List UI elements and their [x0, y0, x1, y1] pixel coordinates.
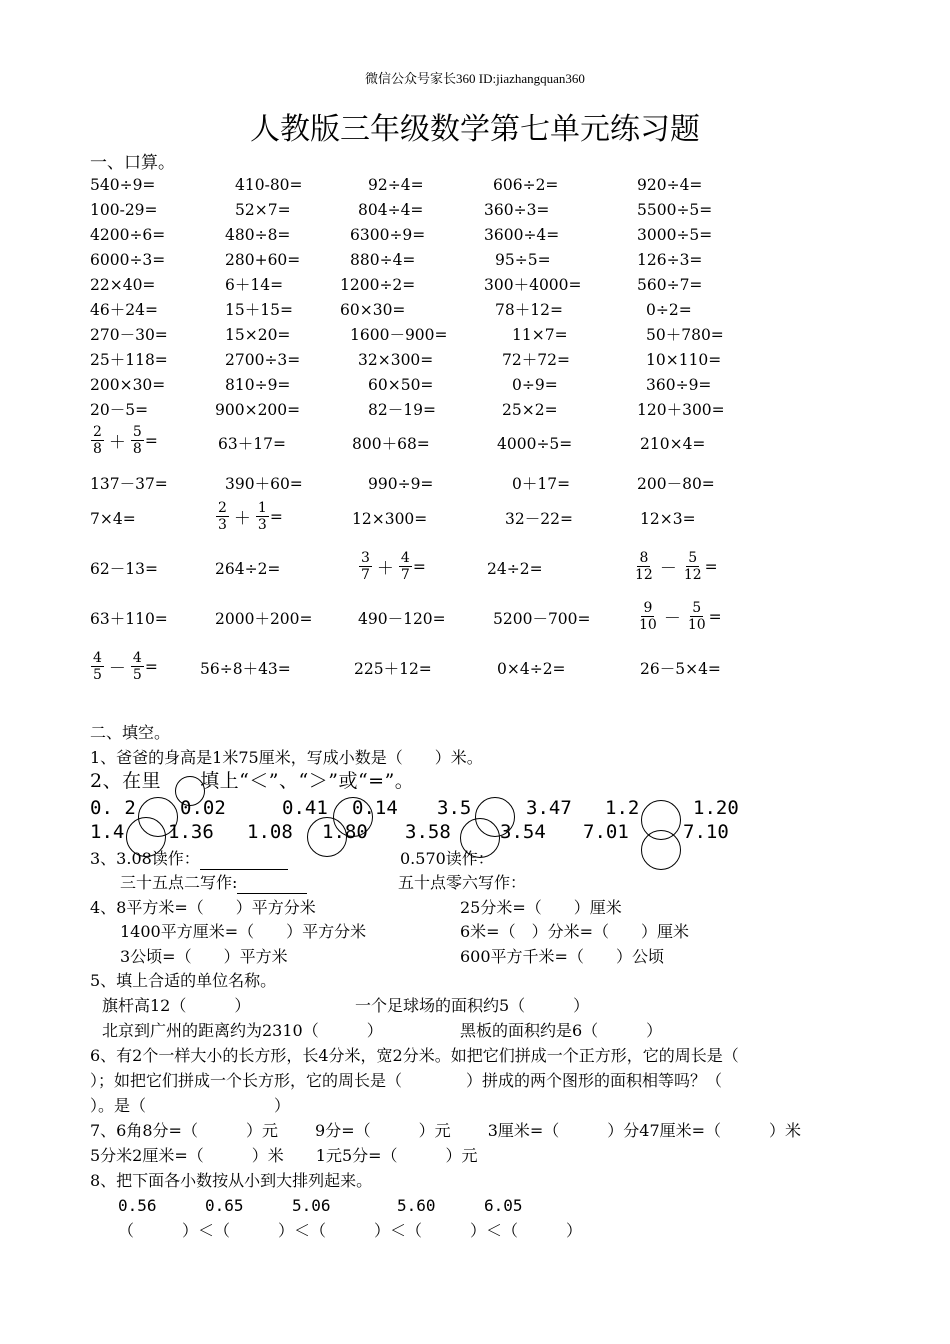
math-item: 60×50=	[368, 376, 434, 394]
fraction-expression	[215, 500, 283, 533]
operator: －	[659, 559, 677, 579]
equals-sign: =	[412, 557, 426, 576]
math-item: 6300÷9=	[350, 226, 426, 244]
numerator: 2	[93, 424, 102, 440]
math-item: 990÷9=	[368, 475, 434, 493]
math-item: 880÷4=	[350, 251, 416, 269]
question-3-a	[90, 848, 288, 870]
math-item: 25＋118=	[90, 351, 168, 369]
question-2-heading: 2、在里 填上“＜”、“＞”或“=”。	[90, 770, 415, 792]
math-item: 1600－900=	[350, 326, 448, 344]
math-item: 50＋780=	[646, 326, 724, 344]
sort-value: 5.06	[292, 1196, 331, 1215]
denominator: 5	[132, 667, 142, 683]
math-item: 95÷5=	[495, 251, 551, 269]
math-item: 270－30=	[90, 326, 168, 344]
math-item: 200×30=	[90, 376, 166, 394]
math-item: 20－5=	[90, 401, 149, 419]
math-item: 32－22=	[505, 510, 573, 528]
question-5-d: 黑板的面积约是6（ ）	[460, 1021, 663, 1040]
operator: ＋	[376, 559, 394, 579]
denominator: 12	[683, 567, 702, 583]
compare-value: 1.80	[322, 821, 368, 843]
math-item: 3600÷4=	[484, 226, 560, 244]
math-item: 6＋14=	[225, 276, 284, 294]
question-5: 5、填上合适的单位名称。	[90, 971, 277, 990]
math-item: 360÷9=	[646, 376, 712, 394]
section1-heading: 一、口算。	[90, 153, 175, 173]
math-item: 0×4÷2=	[497, 660, 566, 678]
math-item: 0÷2=	[646, 301, 692, 319]
answer-blank[interactable]	[200, 851, 288, 870]
question-7-line-2: 5分米2厘米=（ ）米 1元5分=（ ）元	[90, 1146, 478, 1165]
math-item: 100-29=	[90, 201, 158, 219]
math-item: 78＋12=	[495, 301, 563, 319]
math-item: 92÷4=	[368, 176, 424, 194]
math-item: 22×40=	[90, 276, 156, 294]
equals-sign: =	[144, 657, 158, 676]
denominator: 3	[257, 517, 267, 533]
compare-value: 7.10	[683, 821, 729, 843]
sort-value: 6.05	[484, 1196, 523, 1215]
math-row-frac-5	[0, 650, 950, 683]
question-3-a-text: 3、3.08读作：	[90, 849, 200, 868]
math-row	[0, 373, 950, 397]
math-item: 7×4=	[90, 510, 136, 528]
math-row	[0, 398, 950, 422]
math-item: 1200÷2=	[340, 276, 416, 294]
math-item: 2000＋200=	[215, 610, 313, 628]
math-row	[0, 198, 950, 222]
numerator: 5	[132, 424, 142, 440]
math-item: 82－19=	[368, 401, 436, 419]
math-item: 540÷9=	[90, 176, 156, 194]
compare-circle[interactable]	[641, 830, 681, 870]
math-item: 120＋300=	[637, 401, 725, 419]
question-3-c-text: 三十五点二写作:	[120, 873, 238, 892]
question-4-a: 4、8平方米=（ ）平方分米	[90, 898, 316, 917]
question-3-b: 0.570读作：	[400, 849, 494, 868]
math-item: 900×200=	[215, 401, 301, 419]
question-5-b: 一个足球场的面积约5（ ）	[355, 996, 590, 1015]
denominator: 10	[687, 617, 706, 633]
math-row-12	[0, 472, 950, 496]
denominator: 3	[218, 517, 227, 533]
math-item: 15×20=	[225, 326, 291, 344]
question-4-d: 6米=（ ）分米=（ ）厘米	[460, 922, 689, 941]
compare-value: 1.08	[247, 821, 293, 843]
math-item: 280+60=	[225, 251, 301, 269]
compare-circle[interactable]	[307, 817, 347, 857]
compare-value: 0. 2	[90, 797, 136, 819]
math-item: 24÷2=	[487, 560, 543, 578]
math-item: 225＋12=	[354, 660, 432, 678]
denominator: 5	[93, 667, 102, 683]
operator: ＋	[108, 433, 126, 453]
math-item: 11×7=	[512, 326, 568, 344]
question-1: 1、爸爸的身高是1米75厘米，写成小数是（ ）米。	[90, 748, 483, 767]
compare-value: 0.14	[352, 797, 398, 819]
question-3-d: 五十点零六写作：	[398, 873, 527, 892]
denominator: 7	[361, 567, 370, 583]
section2-heading: 二、填空。	[90, 723, 171, 742]
math-item: 0＋17=	[512, 475, 571, 493]
math-item: 360÷3=	[484, 201, 550, 219]
math-item: 126÷3=	[637, 251, 703, 269]
math-item: 480÷8=	[225, 226, 291, 244]
denominator: 8	[93, 441, 102, 457]
equals-sign: =	[144, 431, 158, 450]
math-item: 26－5×4=	[640, 660, 721, 678]
math-item: 410-80=	[235, 176, 303, 194]
question-4-b: 25分米=（ ）厘米	[460, 898, 622, 917]
math-item: 10×110=	[646, 351, 722, 369]
page-header: 微信公众号家长360 ID:jiazhangquan360	[365, 71, 585, 86]
compare-value: 0.02	[180, 797, 226, 819]
question-5-c: 北京到广州的距离约为2310（ ）	[102, 1021, 383, 1040]
math-item: 12×300=	[352, 510, 428, 528]
math-item: 4200÷6=	[90, 226, 166, 244]
numerator: 1	[257, 500, 267, 516]
math-item: 60×30=	[340, 301, 406, 319]
sort-value: 5.60	[397, 1196, 436, 1215]
question-6-line-3: ）。是（ ）	[90, 1096, 291, 1115]
math-item: 46＋24=	[90, 301, 158, 319]
question-4-f: 600平方千米=（ ）公顷	[460, 947, 664, 966]
numerator: 4	[132, 650, 142, 666]
math-row-frac-2	[0, 500, 950, 533]
equals-sign: =	[269, 507, 283, 526]
math-item: 920÷4=	[637, 176, 703, 194]
math-item: 300＋4000=	[484, 276, 582, 294]
math-row-frac-3	[0, 550, 950, 583]
fraction-expression	[358, 550, 426, 583]
math-row	[0, 348, 950, 372]
fraction-expression	[636, 600, 722, 633]
math-row	[0, 323, 950, 347]
page-title: 人教版三年级数学第七单元练习题	[250, 112, 700, 147]
math-row-frac-4	[0, 600, 950, 633]
fraction-expression	[90, 650, 158, 683]
compare-value: 1.20	[693, 797, 739, 819]
compare-value: 3.5	[437, 797, 472, 819]
math-row	[0, 223, 950, 247]
math-item: 72＋72=	[502, 351, 570, 369]
denominator: 7	[400, 567, 410, 583]
numerator: 4	[93, 650, 102, 666]
math-item: 210×4=	[640, 435, 706, 453]
question-6-line-2: ）；如把它们拼成一个长方形，它的周长是（ ）拼成的两个图形的面积相等吗？（	[90, 1071, 723, 1090]
answer-blank[interactable]	[237, 875, 307, 894]
question-7-line-1: 7、6角8分=（ ）元 9分=（ ）元 3厘米=（ ）分47厘米=（ ）米	[90, 1121, 802, 1140]
compare-value: 1.2	[605, 797, 640, 819]
math-item: 5200－700=	[493, 610, 591, 628]
compare-value: 3.58	[405, 821, 451, 843]
math-row	[0, 273, 950, 297]
math-row	[0, 248, 950, 272]
math-item: 804÷4=	[358, 201, 424, 219]
math-item: 264÷2=	[215, 560, 281, 578]
equals-sign: =	[708, 607, 722, 626]
compare-value: 3.47	[526, 797, 572, 819]
math-item: 490－120=	[358, 610, 446, 628]
denominator: 10	[639, 617, 657, 633]
compare-value: 1.4	[90, 821, 125, 843]
compare-value: 0.41	[282, 797, 328, 819]
fraction-expression	[632, 550, 718, 583]
math-item: 5500÷5=	[637, 201, 713, 219]
math-item: 32×300=	[358, 351, 434, 369]
math-item: 3000÷5=	[637, 226, 713, 244]
operator: ＋	[233, 509, 251, 529]
math-item: 62－13=	[90, 560, 158, 578]
numerator: 9	[643, 600, 653, 616]
math-item: 200－80=	[637, 475, 715, 493]
math-item: 390＋60=	[225, 475, 303, 493]
math-item: 56÷8＋43=	[200, 660, 291, 678]
sort-value: 0.56	[118, 1196, 157, 1215]
operator: －	[108, 659, 126, 679]
question-8: 8、把下面各小数按从小到大排列起来。	[90, 1171, 373, 1190]
numerator: 2	[218, 500, 227, 516]
math-item: 606÷2=	[493, 176, 559, 194]
math-item: 12×3=	[640, 510, 696, 528]
operator: －	[663, 609, 681, 629]
math-row	[0, 298, 950, 322]
numerator: 8	[639, 550, 649, 566]
fraction-expression	[90, 424, 158, 457]
math-item: 63＋17=	[218, 435, 286, 453]
denominator: 8	[132, 441, 142, 457]
math-item: 2700÷3=	[225, 351, 301, 369]
compare-value: 1.36	[168, 821, 214, 843]
question-6-line-1: 6、有2个一样大小的长方形，长4分米，宽2分米。如把它们拼成一个正方形，它的周长是（	[90, 1046, 739, 1065]
math-item: 6000÷3=	[90, 251, 166, 269]
question-3-c	[120, 872, 307, 894]
numerator: 5	[688, 550, 698, 566]
sort-order-blanks[interactable]: （ ）＜（ ）＜（ ）＜（ ）＜（ ）	[118, 1221, 583, 1240]
math-item: 4000÷5=	[497, 435, 573, 453]
compare-value: 7.01	[583, 821, 629, 843]
numerator: 4	[400, 550, 410, 566]
numerator: 3	[361, 550, 370, 566]
question-4-e: 3公顷=（ ）平方米	[120, 947, 288, 966]
math-item: 810÷9=	[225, 376, 291, 394]
question-4-c: 1400平方厘米=（ ）平方分米	[120, 922, 367, 941]
math-item: 137－37=	[90, 475, 168, 493]
sort-value: 0.65	[205, 1196, 244, 1215]
denominator: 12	[635, 567, 653, 583]
math-item: 560÷7=	[637, 276, 703, 294]
math-item: 63＋110=	[90, 610, 168, 628]
question-5-a: 旗杆高12（ ）	[102, 996, 251, 1015]
math-item: 25×2=	[502, 401, 558, 419]
math-item: 15＋15=	[225, 301, 293, 319]
numerator: 5	[692, 600, 702, 616]
math-item: 52×7=	[235, 201, 291, 219]
equals-sign: =	[704, 557, 718, 576]
math-item: 0÷9=	[512, 376, 558, 394]
math-row	[0, 173, 950, 197]
compare-value: 3.54	[500, 821, 546, 843]
math-item: 800＋68=	[352, 435, 430, 453]
math-row-frac-1	[0, 424, 950, 457]
